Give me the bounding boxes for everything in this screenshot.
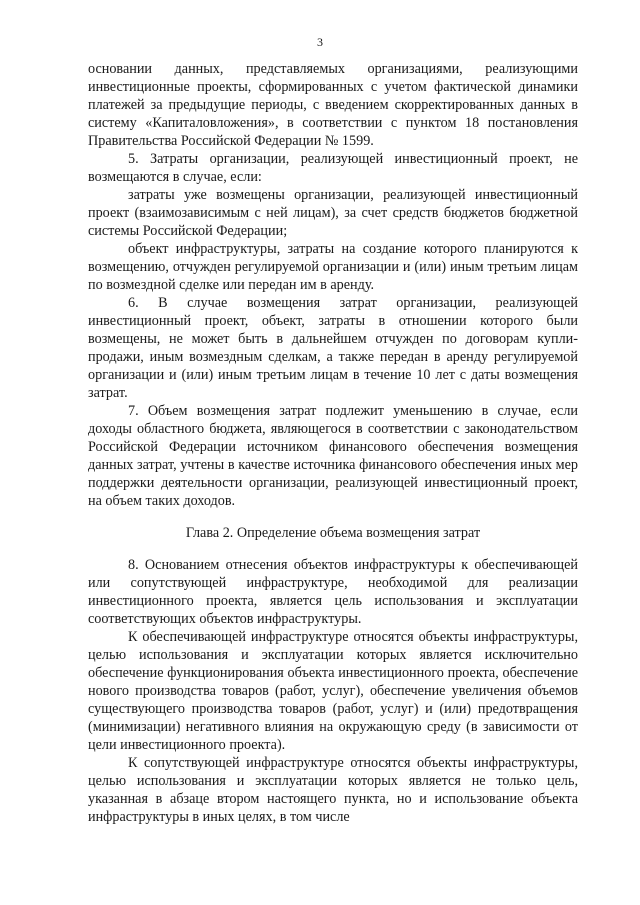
paragraph: К сопутствующей инфраструктуре относятся объекты инфраструктуры, целью использования и эксплуатации которых является не только цель, указанная в абзаце втором настоящего пункта, но и использование объекта инфраструктуры в иных целях, в том числе bbox=[88, 755, 578, 825]
paragraph: объект инфраструктуры, затраты на создание которого планируются к возмещению, отчужден регулируемой организации и (или) иным третьим лицам по возмездной сделке или передан им в аренду. bbox=[88, 241, 578, 293]
paragraph: 6. В случае возмещения затрат организации, реализующей инвестиционный проект, объект, затраты в отношении которого были возмещены, не может быть в дальнейшем отчужден по договорам купли-продажи, иным возмездным сделкам, а также передан в аренду регулируемой организации и (или) иным третьим лицам в течение 10 лет с даты возмещения затрат. bbox=[88, 295, 578, 401]
chapter-heading: Глава 2. Определение объема возмещения затрат bbox=[185, 525, 481, 541]
document-body bbox=[88, 60, 578, 826]
paragraph: 5. Затраты организации, реализующей инвестиционный проект, не возмещаются в случае, если: bbox=[88, 151, 578, 185]
paragraph: 8. Основанием отнесения объектов инфраструктуры к обеспечивающей или сопутствующей инфраструктуре, необходимой для реализации инвестиционного проекта, является цель использования и эксплуатации соответствующих объектов инфраструктуры. bbox=[88, 557, 578, 627]
paragraph: основании данных, представляемых организациями, реализующими инвестиционные проекты, сформированных с учетом фактической динамики платежей за предыдущие периоды, с введением скорректированных данных в систему «Капиталовложения», в соответствии с пунктом 18 постановления Правительства Российской Федерации № 1599. bbox=[88, 61, 578, 149]
paragraph: 7. Объем возмещения затрат подлежит уменьшению в случае, если доходы областного бюджета, являющегося в соответствии с законодательством Российской Федерации источником финансового обеспечения возмещения данных затрат, учтены в качестве источника финансового обеспечения иных мер поддержки деятельности организации, реализующей инвестиционный проект, на объем таких доходов. bbox=[88, 403, 578, 509]
page-number: 3 bbox=[317, 35, 323, 49]
paragraph: затраты уже возмещены организации, реализующей инвестиционный проект (взаимозависимым с ней лицам), за счет средств бюджетов бюджетной системы Российской Федерации; bbox=[88, 187, 578, 239]
paragraph: К обеспечивающей инфраструктуре относятся объекты инфраструктуры, целью использования и эксплуатации которых является исключительно обеспечение функционирования объекта инвестиционного проекта, обеспечение нового производства товаров (работ, услуг), обеспечение увеличения объемов существующего производства товаров (работ, услуг) и (или) предотвращения (минимизации) негативного влияния на окружающую среду (в зависимости от цели инвестиционного проекта). bbox=[88, 629, 578, 753]
